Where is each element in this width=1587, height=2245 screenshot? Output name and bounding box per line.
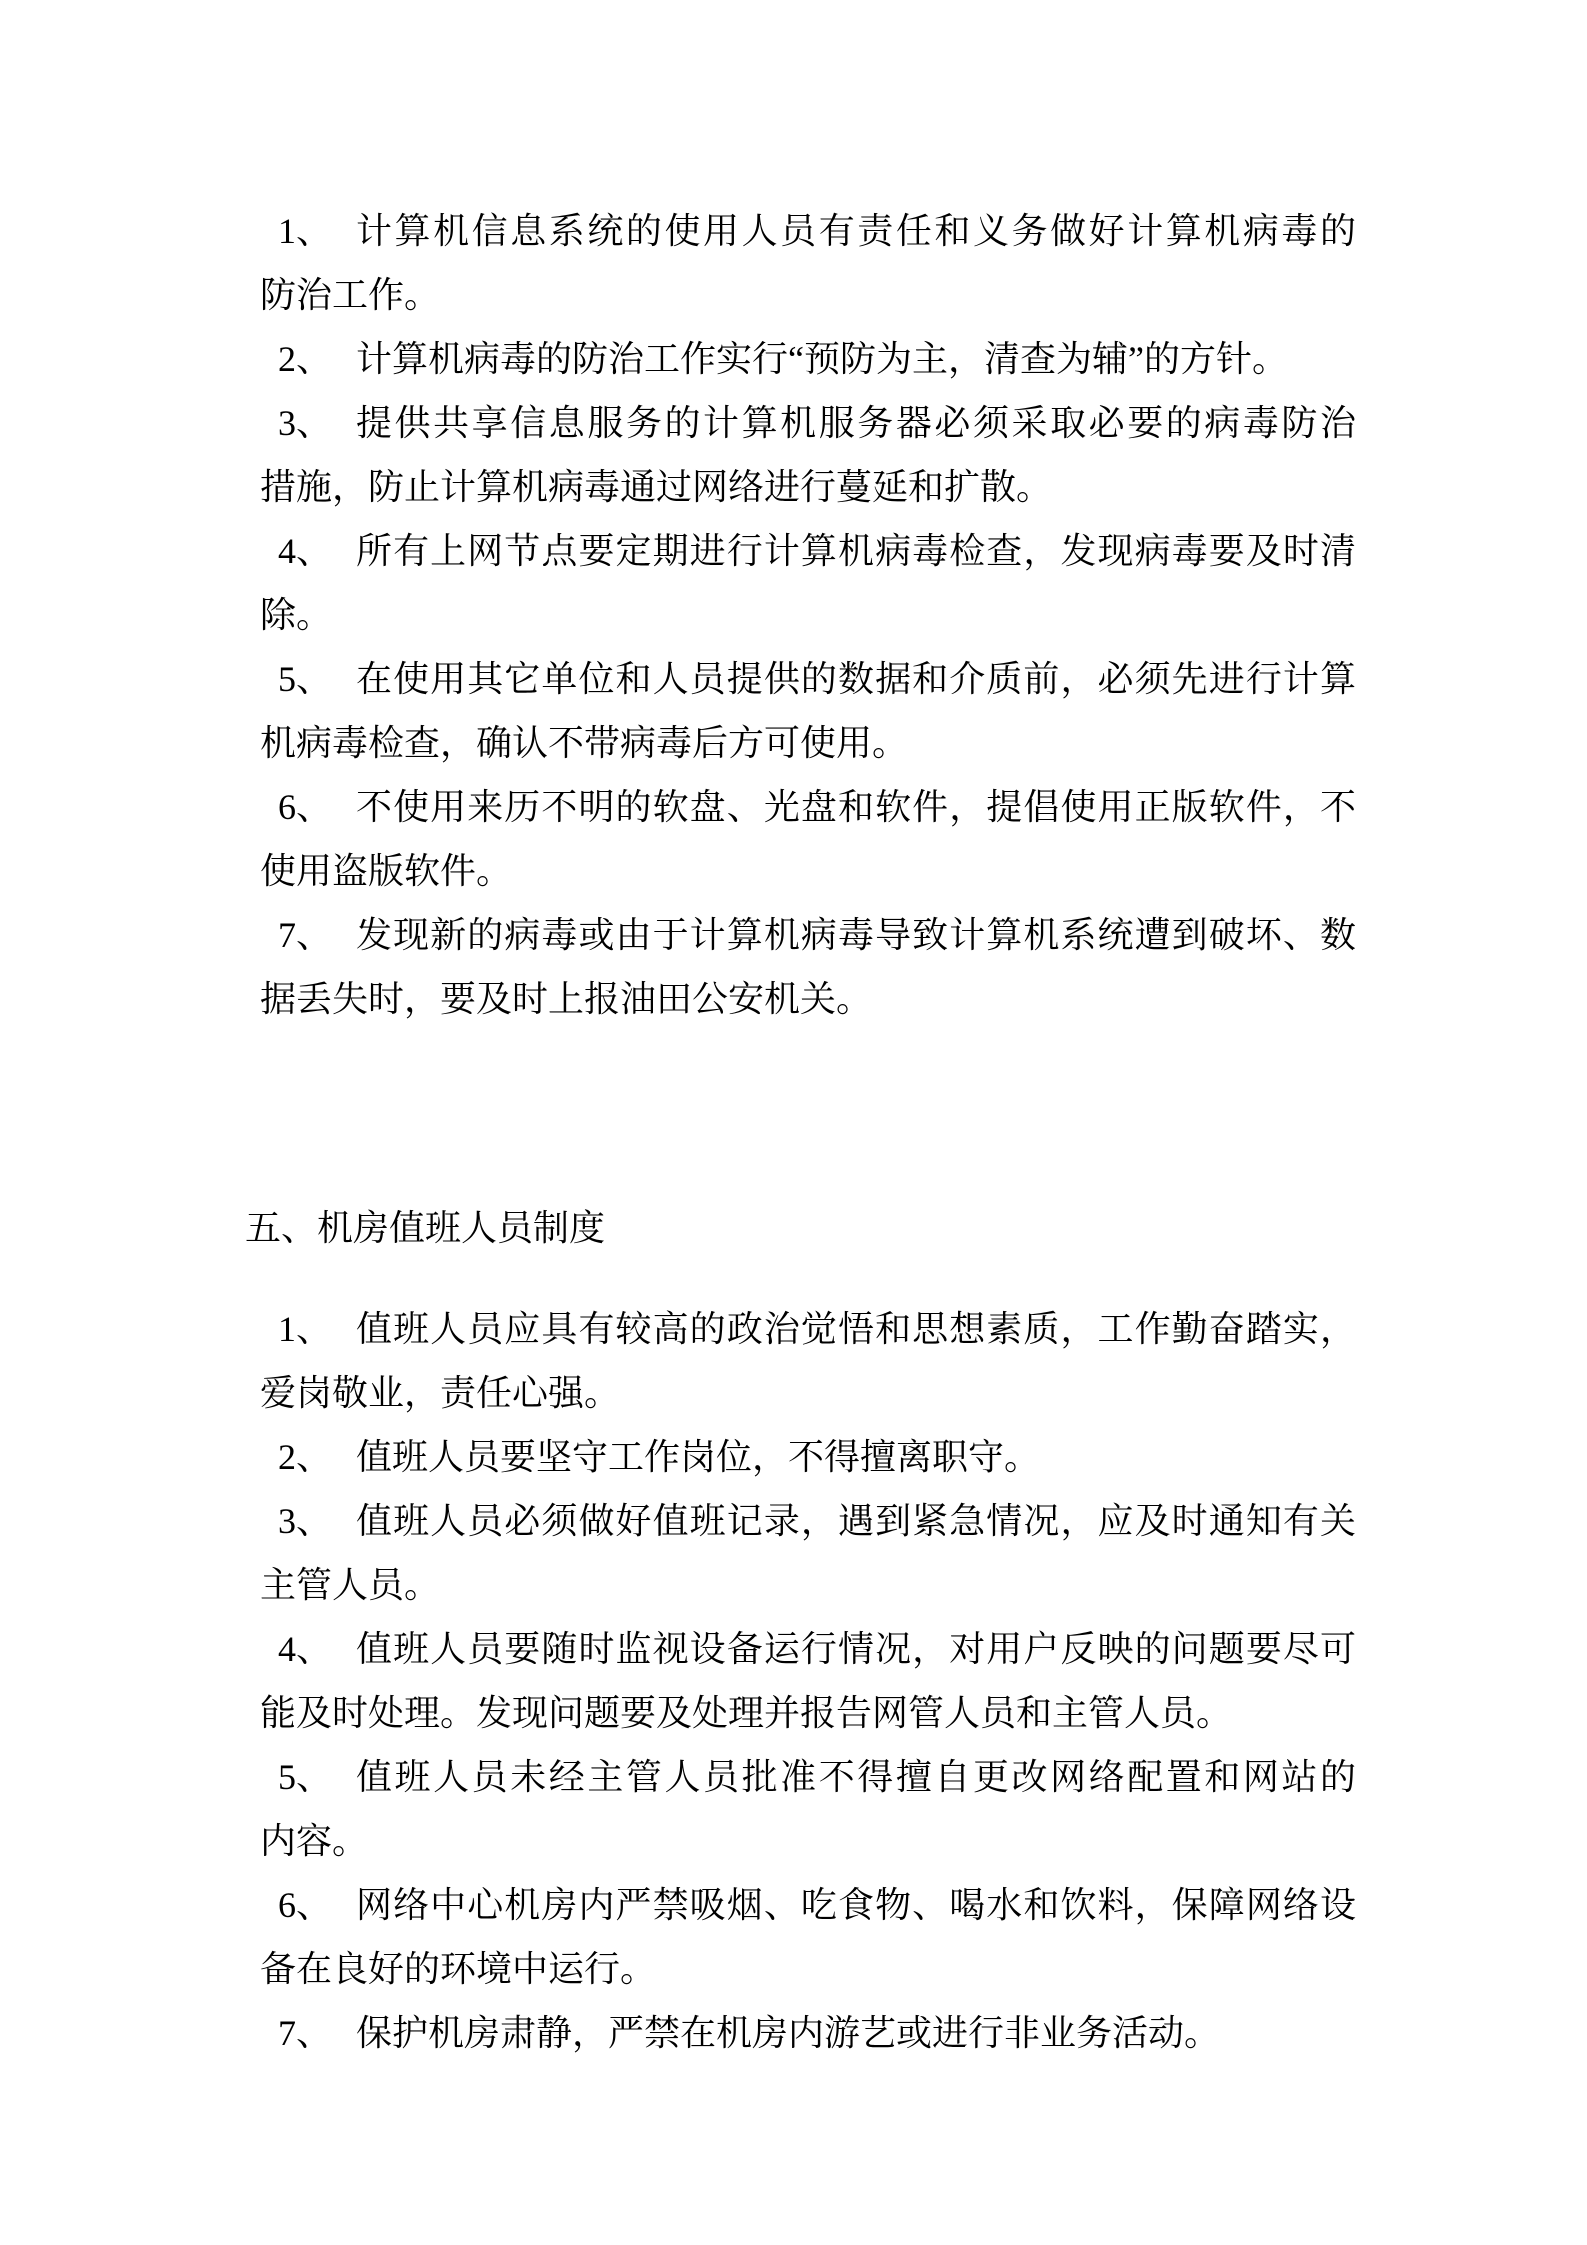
item-number: 2、 [278, 1437, 333, 1477]
paragraph-line [0, 327, 1587, 391]
item-text: 值班人员必须做好值班记录，遇到紧急情况，应及时通知有关 [356, 1501, 1356, 1541]
list-item [0, 1745, 1587, 1873]
item-text: 使用盗版软件。 [260, 851, 513, 891]
virus-prevention-list [0, 199, 1587, 1031]
list-item [0, 775, 1587, 903]
list-item [0, 903, 1587, 1031]
paragraph-line [0, 263, 1587, 327]
item-number: 5、 [278, 1757, 333, 1797]
paragraph-line [0, 967, 1587, 1031]
paragraph-line [0, 839, 1587, 903]
paragraph-line [0, 1681, 1587, 1745]
item-number: 2、 [278, 339, 333, 379]
section-heading: 五、机房值班人员制度 [245, 1208, 606, 1248]
paragraph-line [0, 647, 1587, 711]
item-text: 机病毒检查，确认不带病毒后方可使用。 [260, 723, 909, 763]
list-item [0, 391, 1587, 519]
item-text: 主管人员。 [260, 1565, 441, 1605]
paragraph-line [0, 1809, 1587, 1873]
item-number: 3、 [278, 1501, 333, 1541]
item-text: 内容。 [260, 1821, 369, 1861]
item-text: 所有上网节点要定期进行计算机病毒检查，发现病毒要及时清 [356, 531, 1356, 571]
list-item [0, 1297, 1587, 1425]
item-text: 网络中心机房内严禁吸烟、吃食物、喝水和饮料，保障网络设 [356, 1885, 1356, 1925]
paragraph-line [0, 711, 1587, 775]
paragraph-line [0, 1617, 1587, 1681]
item-number: 6、 [278, 787, 333, 827]
paragraph-line [0, 1553, 1587, 1617]
paragraph-line [0, 1425, 1587, 1489]
paragraph-line [0, 1937, 1587, 2001]
item-number: 7、 [278, 2013, 333, 2053]
item-text: 计算机信息系统的使用人员有责任和义务做好计算机病毒的 [356, 211, 1356, 251]
item-text: 提供共享信息服务的计算机服务器必须采取必要的病毒防治 [356, 403, 1356, 443]
paragraph-line [0, 1489, 1587, 1553]
paragraph-line [0, 1745, 1587, 1809]
item-text: 值班人员应具有较高的政治觉悟和思想素质，工作勤奋踏实， [356, 1309, 1356, 1349]
paragraph-line [0, 455, 1587, 519]
item-text: 计算机病毒的防治工作实行“预防为主，清查为辅”的方针。 [356, 339, 1288, 379]
list-item [0, 327, 1587, 391]
list-item [0, 1873, 1587, 2001]
paragraph-line [0, 391, 1587, 455]
item-text: 保护机房肃静，严禁在机房内游艺或进行非业务活动。 [356, 2013, 1221, 2053]
item-number: 7、 [278, 915, 333, 955]
list-item [0, 519, 1587, 647]
item-text: 值班人员要坚守工作岗位，不得擅离职守。 [356, 1437, 1041, 1477]
paragraph-line [0, 1361, 1587, 1425]
item-text: 在使用其它单位和人员提供的数据和介质前，必须先进行计算 [356, 659, 1356, 699]
item-text: 措施，防止计算机病毒通过网络进行蔓延和扩散。 [260, 467, 1053, 507]
list-item [0, 1489, 1587, 1617]
duty-staff-rules-list [0, 1297, 1587, 2065]
item-text: 不使用来历不明的软盘、光盘和软件，提倡使用正版软件，不 [356, 787, 1356, 827]
item-text: 防治工作。 [260, 275, 441, 315]
list-item [0, 199, 1587, 327]
paragraph-line [0, 583, 1587, 647]
item-number: 4、 [278, 531, 333, 571]
paragraph-line [0, 903, 1587, 967]
item-text: 发现新的病毒或由于计算机病毒导致计算机系统遭到破坏、数 [356, 915, 1356, 955]
item-text: 除。 [260, 595, 333, 635]
paragraph-line [0, 775, 1587, 839]
item-number: 1、 [278, 211, 333, 251]
paragraph-line [0, 199, 1587, 263]
item-number: 5、 [278, 659, 333, 699]
paragraph-line [0, 519, 1587, 583]
item-text: 据丢失时，要及时上报油田公安机关。 [260, 979, 873, 1019]
item-text: 值班人员要随时监视设备运行情况，对用户反映的问题要尽可 [356, 1629, 1356, 1669]
item-number: 1、 [278, 1309, 333, 1349]
list-item [0, 2001, 1587, 2065]
item-number: 6、 [278, 1885, 333, 1925]
item-text: 能及时处理。发现问题要及处理并报告网管人员和主管人员。 [260, 1693, 1233, 1733]
item-text: 备在良好的环境中运行。 [260, 1949, 657, 1989]
paragraph-line [0, 2001, 1587, 2065]
paragraph-line [0, 1297, 1587, 1361]
item-number: 3、 [278, 403, 333, 443]
list-item [0, 647, 1587, 775]
paragraph-line [0, 1873, 1587, 1937]
item-number: 4、 [278, 1629, 333, 1669]
list-item [0, 1617, 1587, 1745]
list-item [0, 1425, 1587, 1489]
item-text: 爱岗敬业，责任心强。 [260, 1373, 621, 1413]
item-text: 值班人员未经主管人员批准不得擅自更改网络配置和网站的 [356, 1757, 1356, 1797]
